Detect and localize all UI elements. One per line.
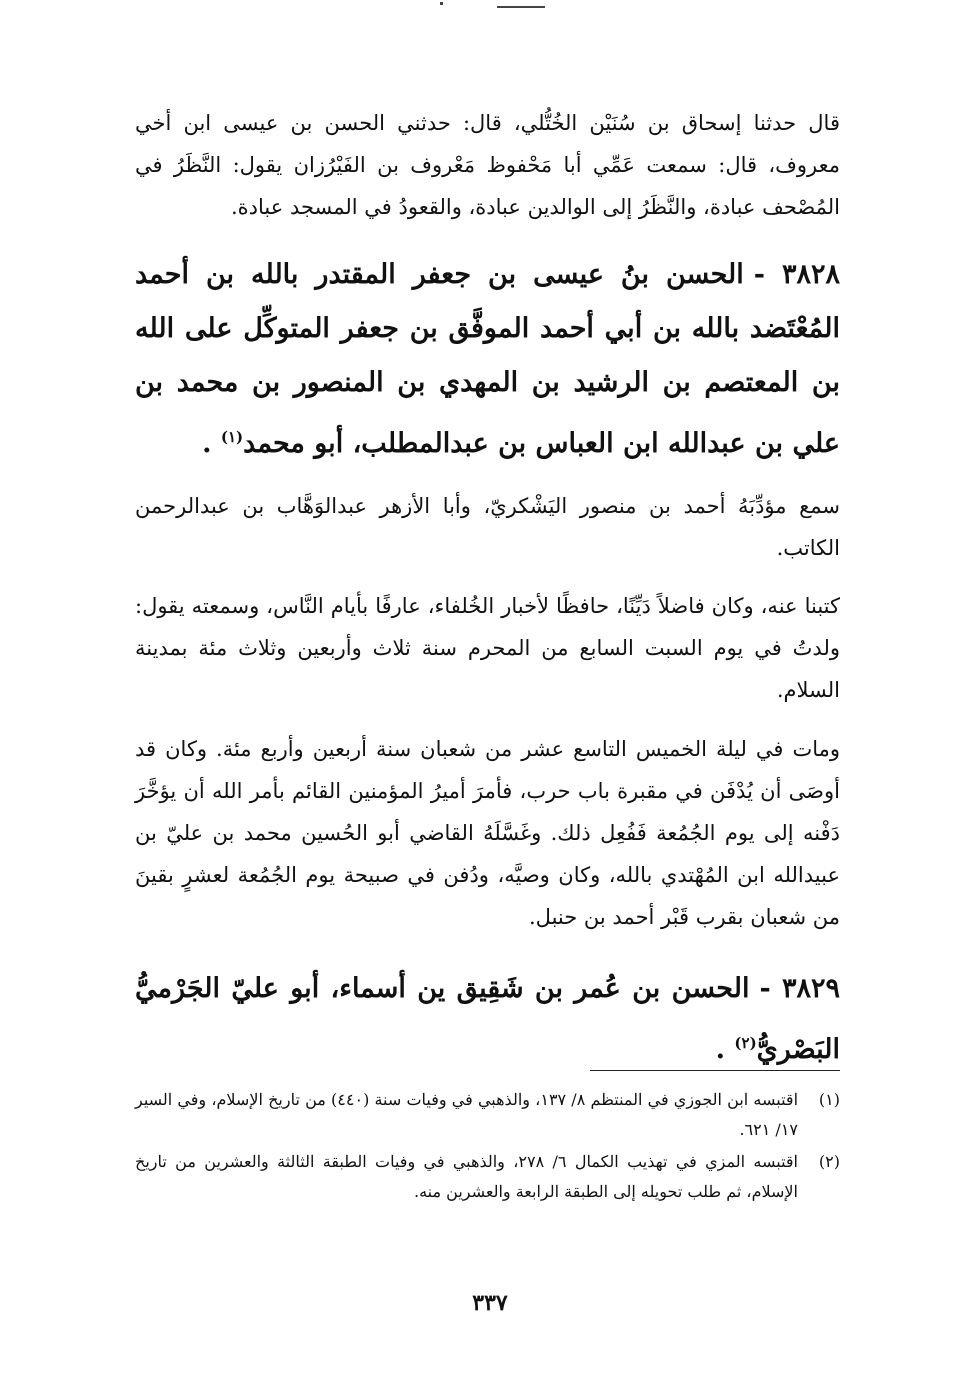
- top-margin-mark: [440, 2, 443, 5]
- entry-heading-text: الحسن بنُ عيسى بن جعفر المقتدر بالله بن أحمد المُعْتَضد بالله بن أبي أحمد الموفَّق بن جعفر المتوكِّل على الله بن المعتصم بن الرشيد بن المهدي بن المنصور بن محمد بن علي بن عبدالله ابن العباس بن عبدالمطلب، أبو محمد: [135, 259, 840, 459]
- entry-3829: [135, 962, 840, 1077]
- entry-3828-birth: [135, 585, 840, 711]
- footnotes: [135, 1085, 840, 1209]
- entry-heading: [135, 962, 840, 1077]
- paragraph-teachers: سمع مؤدِّبَهُ أحمد بن منصور اليَشْكريّ، وأبا الأزهر عبدالوَهَّاب بن عبدالرحمن الكاتب.: [135, 494, 840, 560]
- footnote-ref: (١): [220, 428, 244, 446]
- footnote-1: [135, 1085, 840, 1145]
- entry-heading: [135, 248, 840, 471]
- paragraph-death: ومات في ليلة الخميس التاسع عشر من شعبان سنة أربعين وأربع مئة. وكان قد أوصَى أن يُدْفَن في مقبرة باب حرب، فأمرَ أميرُ المؤمنين القائم بأمر الله أن يؤخَّرَ دَفْنه إلى يوم الجُمُعة فَفُعِل ذلك. وغَسَّلَهُ القاضي أبو الحُسين محمد بن عليّ بن عبيدالله ابن المُهْتدي بالله، وكان وصيَّه، ودُفن في صبيحة يوم الجُمُعة لعشرٍ بقينَ من شعبان بقرب قَبْر أحمد بن حنبل.: [135, 737, 840, 929]
- footnote-ref: (٢): [734, 1034, 757, 1052]
- heading-end: .: [715, 1034, 725, 1065]
- paragraph-birth: كتبنا عنه، وكان فاضلاً دَيِّنًا، حافظًا لأخبار الخُلفاء، عارفًا بأيام النَّاس، وسمعته يقول: ولدتُ في يوم السبت السابع من المحرم سنة ثلاث وأربعين وثلاث مئة بمدينة السلام.: [135, 594, 840, 702]
- heading-end: .: [202, 428, 212, 459]
- footnote-divider: [590, 1070, 840, 1071]
- entry-3828-body: [135, 485, 840, 569]
- footnote-text: اقتبسه ابن الجوزي في المنتظم ٨/ ١٣٧، والذهبي في وفيات سنة (٤٤٠) من تاريخ الإسلام، وفي السير ١٧/ ٦٢١.: [135, 1090, 799, 1139]
- footnote-mark: (٢): [818, 1152, 840, 1171]
- entry-heading-text: الحسن بن عُمر بن شَقِيق ين أسماء، أبو عليّ الجَرْميُّ البَصْريُّ: [135, 973, 840, 1065]
- intro-paragraph: قال حدثنا إسحاق بن سُنَيْن الخُتُّلي، قال: حدثني الحسن بن عيسى ابن أخي معروف، قال: سمعت عَمِّي أبا مَحْفوظ مَعْروف بن الفَيْرُزان يقول: النَّظَرُ في المُصْحف عبادة، والنَّظَرُ إلى الوالدين عبادة، والقعودُ في المسجد عبادة.: [135, 111, 840, 219]
- entry-3828: [135, 248, 840, 471]
- entry-number: ٣٨٢٨ -: [753, 259, 840, 290]
- top-margin-rule: [497, 0, 545, 8]
- footnote-text: اقتبسه المزي في تهذيب الكمال ٦/ ٢٧٨، والذهبي في وفيات الطبقة الثالثة والعشرين من تاريخ الإسلام، ثم طلب تحويله إلى الطبقة الرابعة والعشرين منه.: [135, 1152, 799, 1201]
- intro-block: [135, 102, 840, 228]
- entry-3828-death: [135, 728, 840, 938]
- entry-number: ٣٨٢٩ -: [759, 973, 841, 1004]
- page-number: ٣٣٧: [472, 1290, 508, 1316]
- footnote-2: [135, 1147, 840, 1207]
- footnote-mark: (١): [818, 1090, 840, 1109]
